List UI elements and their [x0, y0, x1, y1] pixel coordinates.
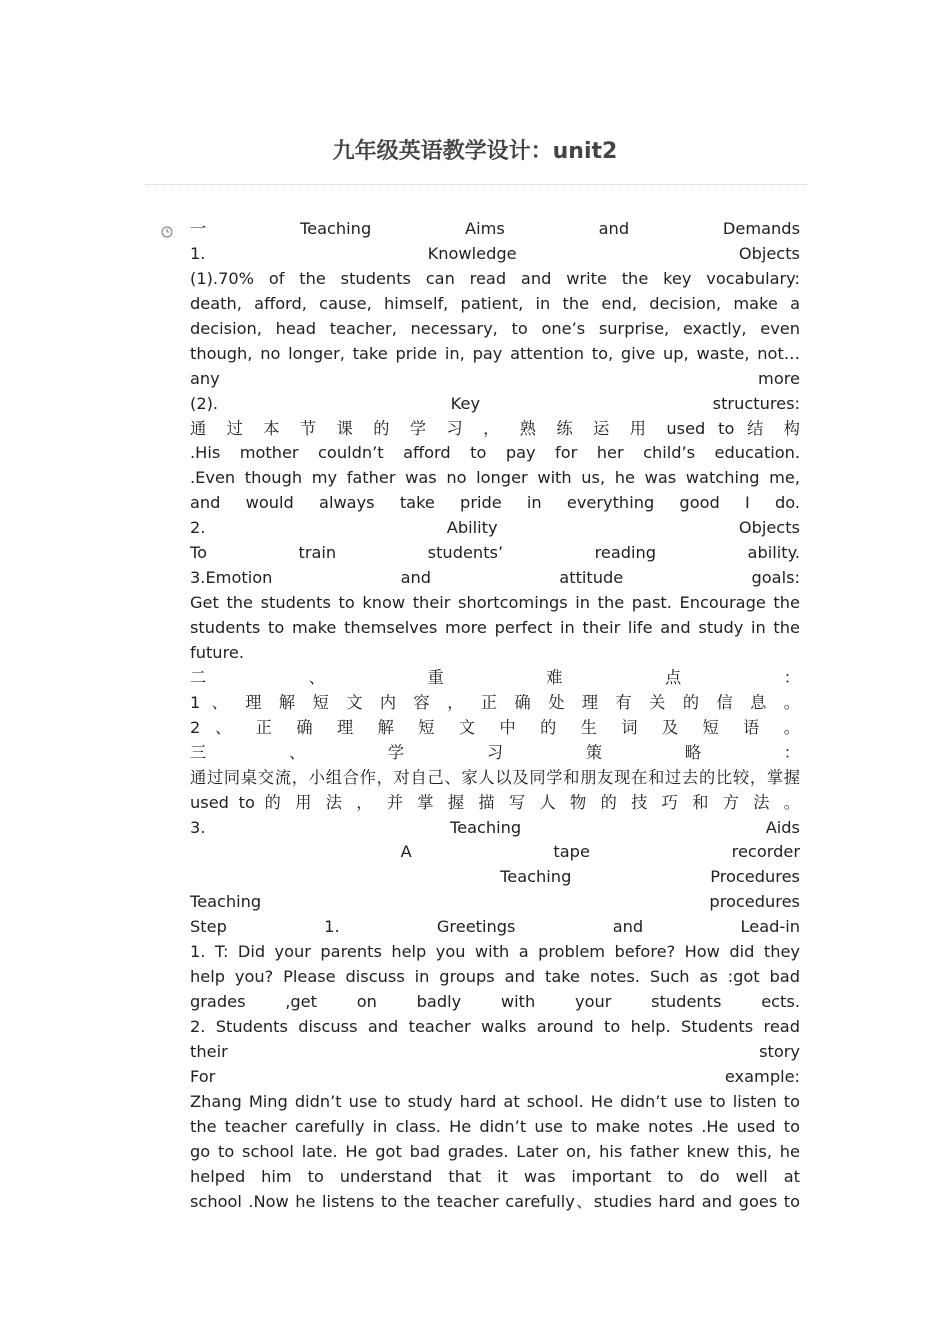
text-line: the teacher carefully in class. He didn’t use to make notes .He used to: [190, 1116, 800, 1136]
text-line: their story: [190, 1041, 800, 1061]
text-line: grades ,get on badly with your students ects.: [190, 992, 800, 1012]
text-line: Zhang Ming didn’t use to study hard at school. He didn’t use to listen to: [190, 1091, 800, 1111]
text-line: decision, head teacher, necessary, to one’s surprise, exactly, even: [190, 318, 800, 338]
text-line: (1).70% of the students can read and write the key vocabulary:: [190, 268, 800, 288]
text-line: 一 Teaching Aims and Demands: [190, 219, 800, 238]
text-line: To train students’ reading ability.: [190, 543, 800, 563]
text-line: Get the students to know their shortcomings in the past. Encourage the: [190, 593, 800, 613]
text-line: 3.Emotion and attitude goals:: [190, 568, 800, 588]
text-line: 3. Teaching Aids: [190, 817, 800, 837]
title-divider: [145, 184, 807, 185]
text-line: For example:: [190, 1066, 800, 1086]
text-line: and would always take pride in everything good I do.: [190, 493, 800, 513]
text-line: .His mother couldn’t afford to pay for her child’s education.: [190, 443, 800, 463]
text-line: A tape recorder: [190, 842, 800, 862]
text-line: go to school late. He got bad grades. Later on, his father knew this, he: [190, 1141, 800, 1161]
document-body: [190, 217, 800, 1215]
text-line: helped him to understand that it was important to do well at: [190, 1166, 800, 1186]
text-line: 1 、 理 解 短 文 内 容 ， 正 确 处 理 有 关 的 信 息 。: [190, 692, 800, 712]
text-line: .Even though my father was no longer with us, he was watching me,: [190, 468, 800, 488]
text-line: Step 1. Greetings and Lead-in: [190, 917, 800, 937]
clock-icon: [161, 223, 173, 235]
text-line: 2. Students discuss and teacher walks around to help. Students read: [190, 1017, 800, 1036]
text-line: 2 、 正 确 理 解 短 文 中 的 生 词 及 短 语 。: [190, 717, 800, 737]
text-line: used to 的 用 法 ， 并 掌 握 描 写 人 物 的 技 巧 和 方 法 。: [190, 792, 800, 812]
text-line: 2. Ability Objects: [190, 518, 800, 538]
text-line: school .Now he listens to the teacher carefully、studies hard and goes to: [190, 1191, 800, 1211]
text-line: death, afford, cause, himself, patient, in the end, decision, make a: [190, 293, 800, 313]
text-line: (2). Key structures:: [190, 393, 800, 413]
text-line: help you? Please discuss in groups and take notes. Such as :got bad: [190, 967, 800, 987]
text-line: though, no longer, take pride in, pay attention to, give up, waste, not…: [190, 343, 800, 363]
text-line: 通过同桌交流，小组合作，对自己、家人以及同学和朋友现在和过去的比较，掌握: [190, 767, 800, 787]
text-line: 二 、 重 难 点 ：: [190, 667, 800, 687]
text-line: future.: [190, 642, 244, 662]
text-line: any more: [190, 368, 800, 388]
document-title: 九年级英语教学设计：unit2: [332, 139, 618, 164]
text-line: 通 过 本 节 课 的 学 习 ， 熟 练 运 用 used to 结 构: [190, 418, 800, 438]
text-line: Teaching procedures: [190, 892, 800, 912]
text-line: Teaching Procedures: [190, 867, 800, 887]
text-line: students to make themselves more perfect in their life and study in the: [190, 618, 800, 637]
text-line: 三 、 学 习 策 略 ：: [190, 742, 800, 762]
text-line: 1. T: Did your parents help you with a problem before? How did they: [190, 942, 800, 962]
text-line: 1. Knowledge Objects: [190, 243, 800, 263]
